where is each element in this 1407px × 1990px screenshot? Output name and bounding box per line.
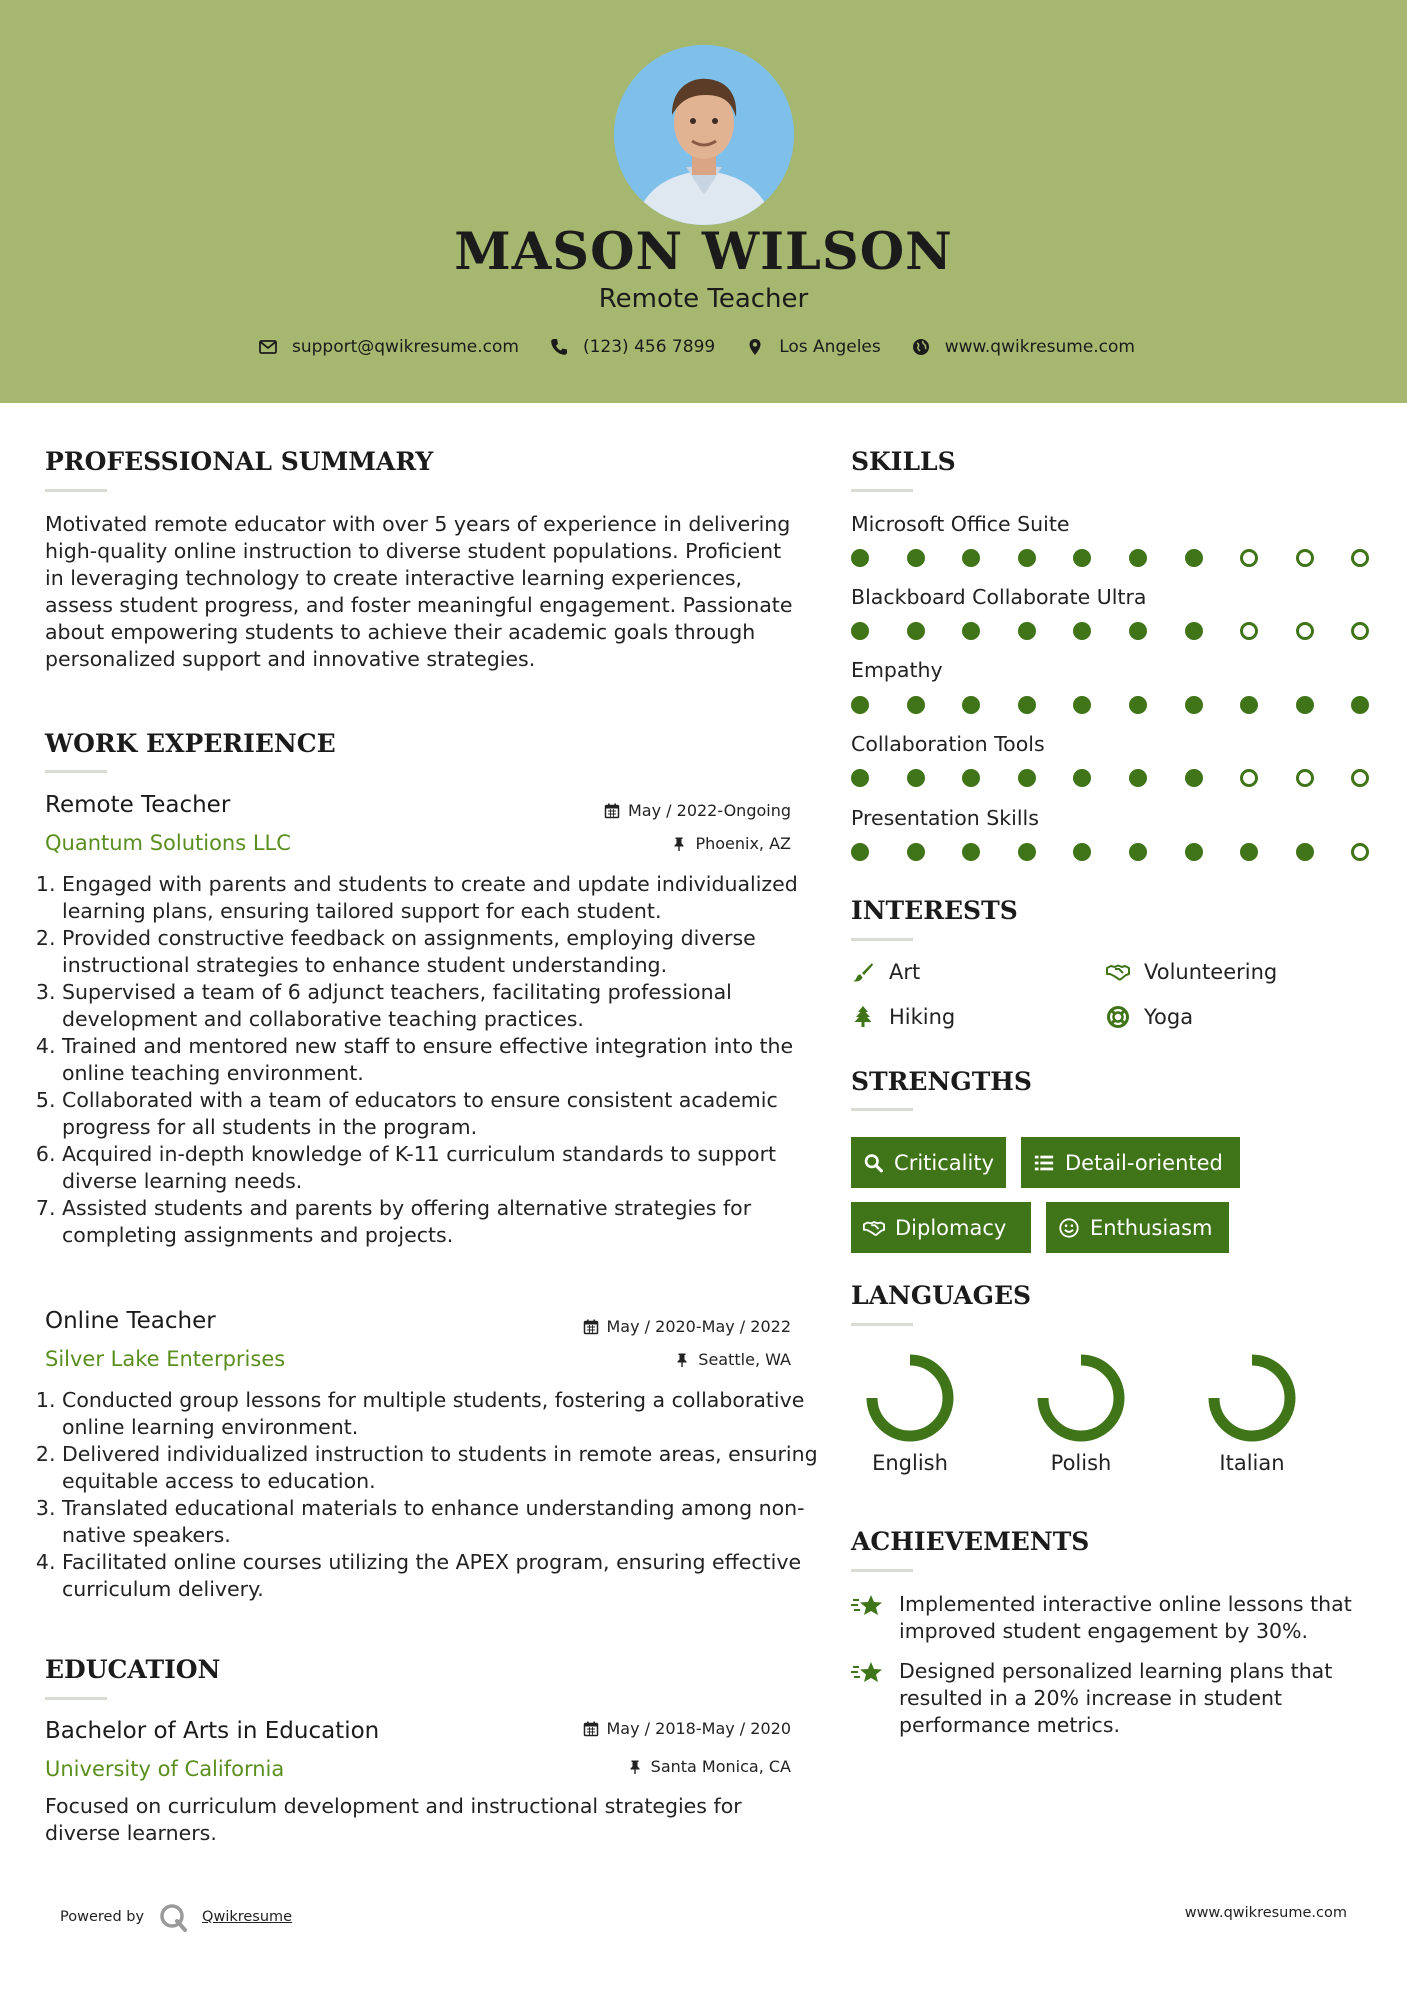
skill-dot-filled	[1129, 843, 1147, 861]
achievement-item	[851, 1658, 1371, 1739]
job-company: Quantum Solutions LLC	[45, 831, 291, 855]
summary-text: Motivated remote educator with over 5 years of experience in delivering high-quality online instruction to diverse student populations. Proficient in leveraging technology to create interactive learning experiences, assess student progress, and foster meaningful engagement. Passionate about empowering students to achieve their academic goals through personalized support and innovative strategies.	[45, 512, 793, 671]
education-heading: EDUCATION	[45, 1655, 221, 1684]
interest-item	[1106, 1005, 1193, 1029]
search-icon	[863, 1152, 884, 1174]
languages-heading: LANGUAGES	[851, 1281, 1032, 1310]
list-icon	[1033, 1152, 1055, 1174]
candidate-name: MASON WILSON	[454, 222, 953, 282]
calendar-icon	[583, 1319, 599, 1335]
star-award-icon	[851, 1658, 885, 1688]
language-ring-arc	[872, 1360, 948, 1436]
calendar-icon	[583, 1721, 599, 1737]
education-divider	[45, 1697, 107, 1700]
strength-label: Criticality	[894, 1150, 994, 1175]
job-company: Silver Lake Enterprises	[45, 1347, 286, 1371]
skill-dot-filled	[1018, 696, 1036, 714]
tree-icon	[851, 1005, 875, 1029]
contact-email-text: support@qwikresume.com	[292, 337, 519, 357]
skill-dot-filled	[851, 696, 869, 714]
contact-phone[interactable]	[549, 337, 715, 357]
interests-divider	[851, 938, 913, 941]
interest-label: Art	[889, 960, 921, 984]
skill-dot-filled	[962, 769, 980, 787]
skill-dot-empty	[1296, 622, 1314, 640]
job-duty: 1. Engaged with parents and students to create and update individualized learning plans, ensuring tailored support for each student.	[62, 871, 822, 925]
envelope-icon	[258, 337, 278, 357]
skill-dot-empty	[1351, 622, 1369, 640]
skill-dot-filled	[1240, 696, 1258, 714]
job-date	[583, 1317, 792, 1336]
skill-dot-filled	[1018, 622, 1036, 640]
job-place	[671, 834, 791, 853]
skill-dot-empty	[1240, 622, 1258, 640]
summary-divider	[45, 489, 107, 492]
skill-dot-empty	[1240, 769, 1258, 787]
skill-dot-filled	[1185, 622, 1203, 640]
strength-chip	[1046, 1202, 1229, 1253]
job-duty: 3. Translated educational materials to enhance understanding among non-native speakers.	[62, 1495, 822, 1549]
contact-email[interactable]	[258, 337, 519, 357]
qwikresume-logo-icon	[158, 1902, 188, 1932]
job-title: Online Teacher	[45, 1308, 216, 1334]
summary-heading: PROFESSIONAL SUMMARY	[45, 447, 434, 476]
job-title: Remote Teacher	[45, 792, 231, 818]
strength-label: Diplomacy	[895, 1215, 1007, 1240]
map-marker-icon	[745, 337, 765, 357]
skill-dot-filled	[851, 549, 869, 567]
achievements-heading: ACHIEVEMENTS	[851, 1527, 1090, 1556]
interest-label: Volunteering	[1144, 960, 1278, 984]
experience-divider	[45, 770, 107, 773]
skill-dot-filled	[1185, 549, 1203, 567]
job-duty: 4. Trained and mentored new staff to ensure effective integration into the online teaching environment.	[62, 1033, 822, 1087]
skill-name: Presentation Skills	[851, 806, 1039, 830]
language-ring	[1033, 1350, 1129, 1446]
skill-dot-filled	[1073, 696, 1091, 714]
calendar-icon	[604, 803, 620, 819]
skill-dot-empty	[1296, 769, 1314, 787]
experience-heading: WORK EXPERIENCE	[45, 729, 336, 758]
skill-name: Microsoft Office Suite	[851, 512, 1070, 536]
strength-chip	[1021, 1137, 1240, 1188]
skill-dot-filled	[907, 769, 925, 787]
skill-dot-filled	[962, 622, 980, 640]
contact-location-text: Los Angeles	[779, 337, 881, 357]
footer-powered-by	[60, 1902, 292, 1932]
skill-dot-filled	[1129, 769, 1147, 787]
skill-dot-filled	[1185, 769, 1203, 787]
skill-name: Empathy	[851, 658, 943, 682]
skill-dot-filled	[851, 843, 869, 861]
skill-dot-empty	[1351, 549, 1369, 567]
candidate-role: Remote Teacher	[598, 284, 809, 314]
star-award-icon	[851, 1591, 885, 1621]
achievement-item	[851, 1591, 1371, 1645]
education-text: Focused on curriculum development and instructional strategies for diverse learners.	[45, 1794, 742, 1845]
skills-divider	[851, 489, 913, 492]
strengths-divider	[851, 1108, 913, 1111]
language-ring-arc	[1043, 1360, 1119, 1436]
language-ring	[1204, 1350, 1300, 1446]
skill-dot-filled	[962, 549, 980, 567]
powered-by-text: Powered by	[60, 1909, 145, 1925]
job-date	[604, 801, 791, 820]
language-item	[1177, 1350, 1327, 1475]
footer-website[interactable]: www.qwikresume.com	[1184, 1905, 1347, 1921]
interest-item	[1106, 960, 1277, 984]
skill-dot-filled	[1351, 696, 1369, 714]
phone-icon	[549, 337, 569, 357]
job-place	[674, 1350, 791, 1369]
skill-dot-filled	[1018, 843, 1036, 861]
skill-dot-filled	[1129, 549, 1147, 567]
language-ring	[862, 1350, 958, 1446]
achievement-text: Implemented interactive online lessons that improved student engagement by 30%.	[899, 1592, 1352, 1643]
education-place	[627, 1757, 791, 1776]
strength-label: Detail-oriented	[1065, 1150, 1223, 1175]
pushpin-icon	[627, 1759, 643, 1775]
skill-dot-filled	[1296, 696, 1314, 714]
skill-name: Collaboration Tools	[851, 732, 1045, 756]
skill-dot-filled	[851, 622, 869, 640]
job-duty: 2. Delivered individualized instruction to students in remote areas, ensuring equitable access to education.	[62, 1441, 822, 1495]
language-label: Italian	[1219, 1451, 1285, 1475]
job-duty: 4. Facilitated online courses utilizing the APEX program, ensuring effective curriculum delivery.	[62, 1549, 822, 1603]
achievements-divider	[851, 1569, 913, 1572]
interest-item	[851, 960, 920, 984]
resume-header	[0, 0, 1407, 403]
brand-link[interactable]: Qwikresume	[202, 1909, 293, 1925]
skill-dot-empty	[1296, 549, 1314, 567]
job-date-text: May / 2020-May / 2022	[606, 1317, 791, 1336]
globe-icon	[911, 337, 931, 357]
job-place-text: Phoenix, AZ	[695, 834, 791, 853]
skill-dot-filled	[907, 622, 925, 640]
skill-dot-empty	[1240, 549, 1258, 567]
school-name: University of California	[45, 1757, 285, 1781]
language-ring-arc	[1214, 1360, 1290, 1436]
avatar	[614, 45, 794, 225]
strength-chip	[851, 1137, 1006, 1188]
interest-label: Yoga	[1144, 1005, 1194, 1029]
skill-dot-filled	[1240, 843, 1258, 861]
skill-dot-filled	[907, 696, 925, 714]
skill-dot-filled	[851, 769, 869, 787]
job-duty: 1. Conducted group lessons for multiple students, fostering a collaborative online learning environment.	[62, 1387, 822, 1441]
skill-dot-filled	[1296, 843, 1314, 861]
skills-heading: SKILLS	[851, 447, 956, 476]
contact-phone-text: (123) 456 7899	[582, 337, 716, 357]
job-date-text: May / 2022-Ongoing	[628, 801, 791, 820]
job-duties	[44, 871, 822, 1249]
smile-icon	[1058, 1217, 1080, 1239]
skill-dot-filled	[1073, 549, 1091, 567]
skill-dot-filled	[1018, 549, 1036, 567]
achievement-text: Designed personalized learning plans that resulted in a 20% increase in student performance metrics.	[899, 1659, 1333, 1737]
strengths-heading: STRENGTHS	[851, 1067, 1032, 1096]
skill-dot-filled	[1073, 843, 1091, 861]
degree-title: Bachelor of Arts in Education	[45, 1718, 380, 1744]
language-label: English	[872, 1451, 948, 1475]
skill-name: Blackboard Collaborate Ultra	[851, 585, 1147, 609]
lifering-icon	[1106, 1005, 1130, 1029]
handshake-icon	[863, 1217, 885, 1239]
pushpin-icon	[674, 1352, 690, 1368]
education-date-text: May / 2018-May / 2020	[606, 1719, 791, 1738]
skill-dot-filled	[962, 696, 980, 714]
skill-dot-filled	[1129, 696, 1147, 714]
contact-location	[745, 337, 881, 357]
job-duty: 2. Provided constructive feedback on assignments, employing diverse instructional strategies to enhance student understanding.	[62, 925, 822, 979]
language-item	[1006, 1350, 1156, 1475]
strength-label: Enthusiasm	[1090, 1215, 1213, 1240]
contact-website[interactable]	[911, 337, 1135, 357]
skill-dot-filled	[907, 549, 925, 567]
strength-chip	[851, 1202, 1031, 1253]
education-place-text: Santa Monica, CA	[650, 1757, 791, 1776]
interests-heading: INTERESTS	[851, 896, 1018, 925]
job-duty: 5. Collaborated with a team of educators to ensure consistent academic progress for all students in the program.	[62, 1087, 822, 1141]
skill-dot-filled	[1073, 622, 1091, 640]
language-item	[835, 1350, 985, 1475]
profile-photo	[614, 45, 794, 225]
pushpin-icon	[671, 836, 687, 852]
paintbrush-icon	[851, 960, 875, 984]
skill-dot-filled	[907, 843, 925, 861]
job-duty: 6. Acquired in-depth knowledge of K-11 curriculum standards to support diverse learning needs.	[62, 1141, 822, 1195]
job-duties	[44, 1387, 822, 1603]
languages-divider	[851, 1323, 913, 1326]
skill-dot-filled	[1073, 769, 1091, 787]
skill-dot-empty	[1351, 843, 1369, 861]
skill-dot-filled	[1185, 843, 1203, 861]
contact-website-text: www.qwikresume.com	[944, 337, 1135, 357]
job-place-text: Seattle, WA	[698, 1350, 791, 1369]
interest-label: Hiking	[889, 1005, 956, 1029]
skill-dot-filled	[1185, 696, 1203, 714]
education-date	[583, 1719, 792, 1738]
skill-dot-filled	[1129, 622, 1147, 640]
skill-dot-filled	[962, 843, 980, 861]
job-duty: 7. Assisted students and parents by offering alternative strategies for completing assignments and projects.	[62, 1195, 822, 1249]
interest-item	[851, 1005, 955, 1029]
skill-dot-filled	[1018, 769, 1036, 787]
language-label: Polish	[1050, 1451, 1112, 1475]
handshake-icon	[1106, 960, 1130, 984]
skill-dot-empty	[1351, 769, 1369, 787]
job-duty: 3. Supervised a team of 6 adjunct teachers, facilitating professional development and collaborative teaching practices.	[62, 979, 822, 1033]
contact-bar	[0, 337, 1407, 357]
